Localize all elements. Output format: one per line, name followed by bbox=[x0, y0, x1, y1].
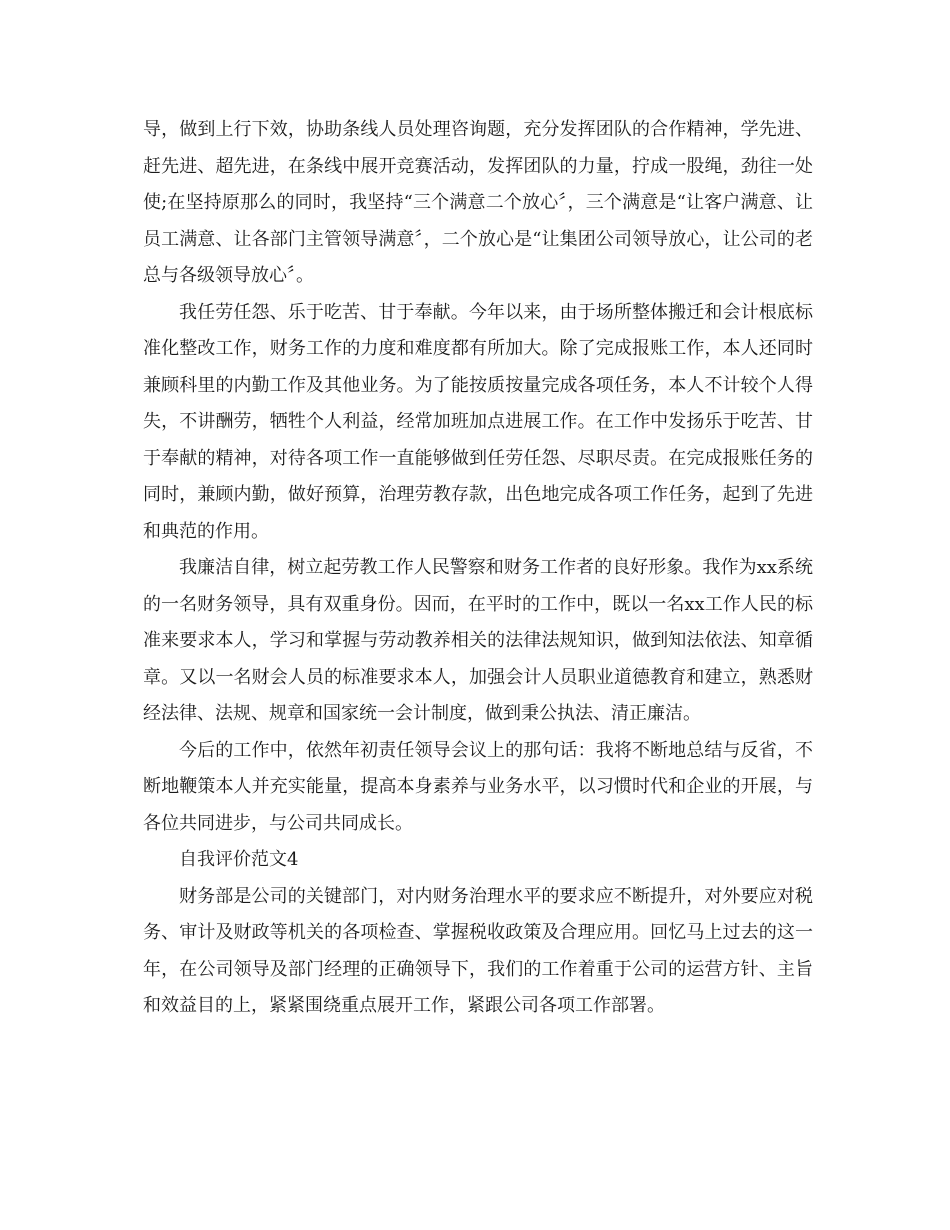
paragraph-finance: 财务部是公司的关键部门，对内财务治理水平的要求应不断提升，对外要应对税务、审计及财政等机关的各项检查、掌握税收政策及合理应用。回忆马上过去的这一年，在公司领导及部门经理的正确领导下，我们的工作着重于公司的运营方针、主旨和效益目的上，紧紧围绕重点展开工作，紧跟公司各项工作部署。 bbox=[143, 885, 813, 1016]
paragraph-integrity: 我廉洁自律，树立起劳教工作人民警察和财务工作者的良好形象。我作为xx系统的一名财务领导，具有双重身份。因而，在平时的工作中，既以一名xx工作人民的标准来要求本人，学习和掌握与劳动教养相关的法律法规知识，做到知法依法、知章循章。又以一名财会人员的标准要求本人，加强会计人员职业道德教育和建立，熟悉财经法律、法规、规章和国家统一会计制度，做到秉公执法、清正廉洁。 bbox=[143, 557, 813, 724]
paragraph-dedication: 我任劳任怨、乐于吃苦、甘于奉献。今年以来，由于场所整体搬迁和会计根底标准化整改工作，财务工作的力度和难度都有所加大。除了完成报账工作，本人还同时兼顾科里的内勤工作及其他业务。为了能按质按量完成各项任务，本人不计较个人得失，不讲酬劳，牺牲个人利益，经常加班加点进展工作。在工作中发扬乐于吃苦、甘于奉献的精神，对待各项工作一直能够做到任劳任怨、尽职尽责。在完成报账任务的同时，兼顾内勤，做好预算，治理劳教存款，出色地完成各项工作任务，起到了先进和典范的作用。 bbox=[143, 301, 813, 542]
paragraph-future: 今后的工作中，依然年初责任领导会议上的那句话：我将不断地总结与反省，不断地鞭策本人并充实能量，提高本身素养与业务水平，以习惯时代和企业的开展，与各位共同进步，与公司共同成长。 bbox=[143, 739, 813, 834]
document-body bbox=[143, 112, 813, 1025]
paragraph-continuation: 导，做到上行下效，协助条线人员处理咨询题，充分发挥团队的合作精神，学先进、赶先进、超先进，在条线中展开竞赛活动，发挥团队的力量，拧成一股绳，劲往一处使;在坚持原那么的同时，我坚持“三个满意二个放心〞，三个满意是“让客户满意、让员工满意、让各部门主管领导满意〞，二个放心是“让集团公司领导放心，让公司的老总与各级领导放心〞。 bbox=[143, 119, 813, 286]
section-heading: 自我评价范文4 bbox=[179, 849, 299, 870]
